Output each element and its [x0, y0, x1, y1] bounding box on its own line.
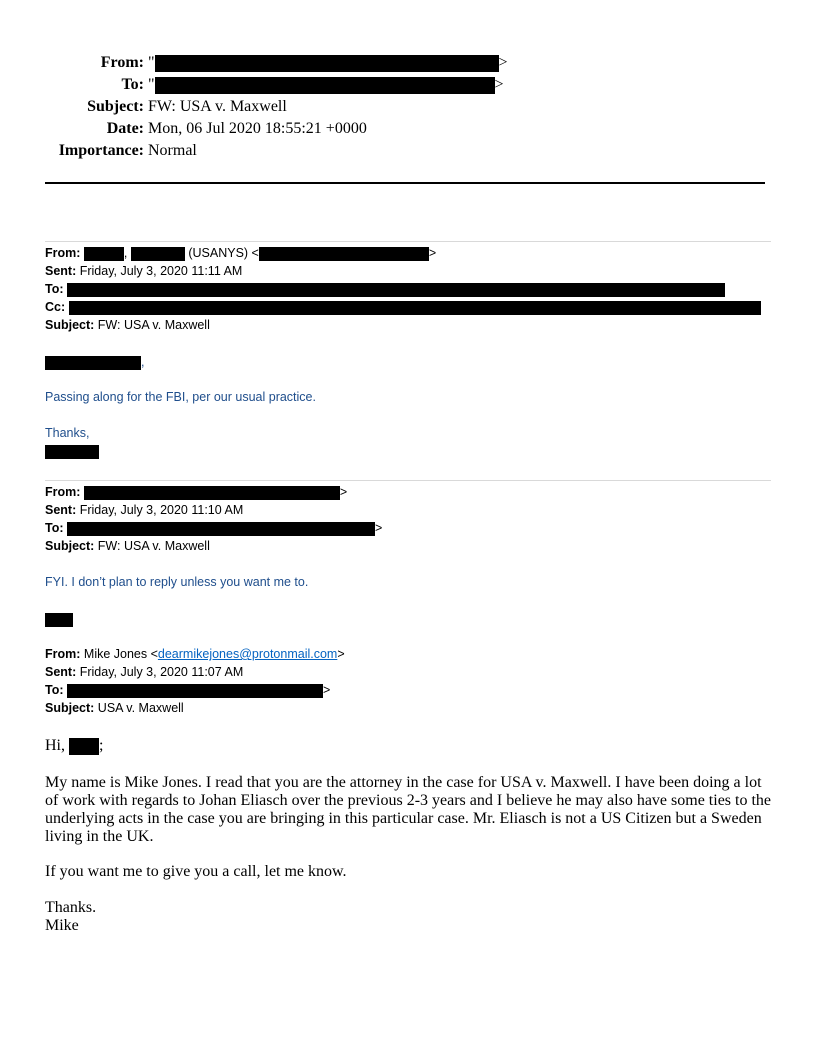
redaction-box — [67, 684, 323, 698]
msg3-sent-value: Friday, July 3, 2020 11:07 AM — [79, 665, 244, 679]
msg1-to-label: To: — [45, 282, 64, 296]
redaction-box — [155, 55, 499, 72]
msg2-from-line — [45, 483, 347, 501]
msg3-subject-value: USA v. Maxwell — [97, 701, 184, 715]
msg1-body: Passing along for the FBI, per our usual practice. — [45, 390, 316, 404]
msg2-signature — [45, 610, 73, 628]
msg3-paragraph-1: My name is Mike Jones. I read that you are the attorney in the case for USA v. Maxwell. I have been doing a lot of work with regards to Johan Eliasch over the previous 2-3 years and I believe he may also have some ties to the underlying acts in the case you are bringing in this particular case. Mr. Eliasch is not a US Citizen but a Sweden living in the UK. — [45, 774, 772, 845]
msg2-sent-line — [45, 501, 243, 519]
msg1-subject-value: FW: USA v. Maxwell — [97, 318, 210, 332]
msg3-to-line — [45, 681, 330, 699]
msg2-subject-line — [45, 537, 210, 555]
header-divider — [45, 182, 765, 184]
redaction-box — [69, 301, 761, 315]
redaction-box — [45, 445, 99, 459]
header-importance-row — [0, 140, 816, 162]
header-date-value: Mon, 06 Jul 2020 18:55:21 +0000 — [148, 120, 367, 137]
message-1 — [45, 244, 771, 464]
redaction-box — [67, 522, 375, 536]
msg1-to-line — [45, 280, 725, 298]
header-from-quote: " — [148, 54, 155, 71]
redaction-box — [131, 247, 185, 261]
msg3-from-name: Mike Jones < — [83, 647, 158, 661]
msg3-paragraph-2: If you want me to give you a call, let me know. — [45, 863, 347, 880]
msg3-subject-line — [45, 699, 184, 717]
header-date-row — [0, 118, 816, 140]
msg1-subject-label: Subject: — [45, 318, 95, 332]
msg1-signature — [45, 442, 99, 460]
header-subject-row — [0, 96, 816, 118]
header-to-quote: " — [148, 76, 155, 93]
header-from-label: From: — [100, 54, 144, 71]
redaction-box — [155, 77, 495, 94]
msg2-body: FYI. I don’t plan to reply unless you want me to. — [45, 575, 309, 589]
msg2-subject-value: FW: USA v. Maxwell — [97, 539, 210, 553]
msg3-signature: Mike — [45, 917, 79, 934]
msg2-subject-label: Subject: — [45, 539, 95, 553]
msg1-from-close: > — [428, 246, 437, 260]
msg3-greeting — [45, 737, 775, 755]
msg3-from-close: > — [337, 647, 345, 661]
msg3-to-label: To: — [45, 683, 64, 697]
msg2-to-label: To: — [45, 521, 64, 535]
msg3-from-line — [45, 645, 345, 663]
msg3-sent-label: Sent: — [45, 665, 77, 679]
msg1-subject-line — [45, 316, 210, 334]
redaction-box — [45, 356, 141, 370]
redaction-box — [45, 613, 73, 627]
msg1-from-org: (USANYS) < — [188, 246, 259, 260]
header-to-label: To: — [121, 76, 144, 93]
redaction-box — [67, 283, 725, 297]
header-importance-value: Normal — [148, 142, 197, 159]
header-to-close: > — [494, 76, 504, 93]
header-to-value — [148, 74, 504, 96]
message-separator — [45, 241, 771, 242]
message-3-header — [45, 645, 771, 719]
header-date-label: Date: — [106, 120, 144, 137]
msg3-signoff: Thanks. — [45, 899, 97, 916]
msg2-sent-label: Sent: — [45, 503, 77, 517]
msg1-sent-value: Friday, July 3, 2020 11:11 AM — [79, 264, 243, 278]
msg1-from-label: From: — [45, 246, 81, 260]
msg3-sent-line — [45, 663, 243, 681]
msg2-to-close: > — [375, 521, 383, 535]
msg1-greeting — [45, 353, 144, 371]
msg2-from-label: From: — [45, 485, 81, 499]
redaction-box — [69, 738, 99, 755]
msg3-greeting-hi: Hi, — [45, 737, 65, 754]
redaction-box — [84, 486, 340, 500]
header-from-close: > — [498, 54, 508, 71]
msg2-sent-value: Friday, July 3, 2020 11:10 AM — [79, 503, 244, 517]
msg1-cc-label: Cc: — [45, 300, 66, 314]
msg3-from-label: From: — [45, 647, 81, 661]
msg3-from-email-link[interactable]: dearmikejones@protonmail.com — [157, 647, 338, 661]
redaction-box — [84, 247, 124, 261]
message-2 — [45, 483, 771, 633]
header-subject-label: Subject: — [87, 98, 144, 115]
msg1-from-comma: , — [123, 246, 128, 260]
top-header — [0, 52, 816, 162]
msg1-cc-line — [45, 298, 761, 316]
msg1-greeting-comma: , — [141, 355, 145, 369]
msg3-greeting-semicolon: ; — [99, 737, 104, 754]
header-subject-value: FW: USA v. Maxwell — [148, 98, 287, 115]
redaction-box — [259, 247, 429, 261]
msg1-sent-line — [45, 262, 242, 280]
msg2-from-close: > — [339, 485, 348, 499]
msg1-from-line — [45, 244, 436, 262]
header-importance-label: Importance: — [58, 142, 144, 159]
header-from-row — [0, 52, 816, 74]
msg3-to-close: > — [323, 683, 331, 697]
msg1-sent-label: Sent: — [45, 264, 77, 278]
msg1-thanks: Thanks, — [45, 426, 90, 440]
msg2-to-line — [45, 519, 382, 537]
header-to-row — [0, 74, 816, 96]
message-separator — [45, 480, 771, 481]
msg3-subject-label: Subject: — [45, 701, 95, 715]
header-from-value — [148, 52, 508, 74]
